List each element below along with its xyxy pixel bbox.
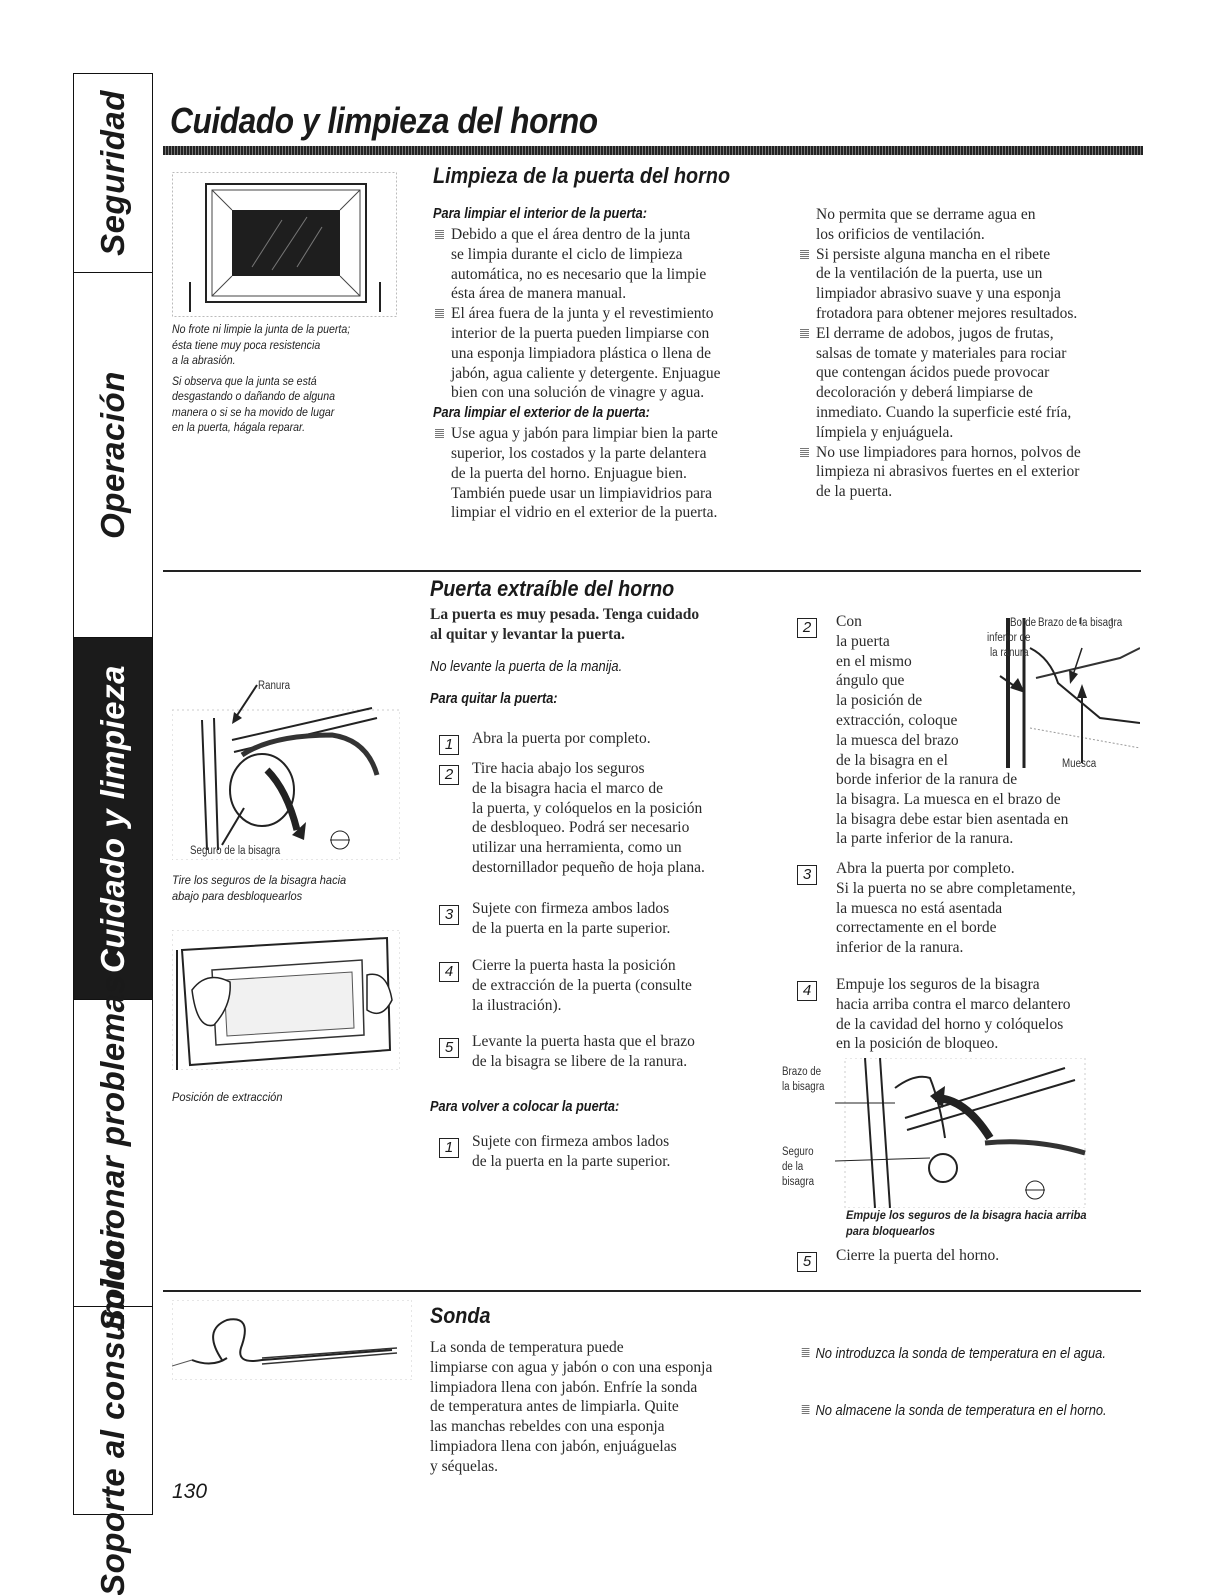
sidebar-tabs bbox=[73, 73, 153, 1595]
label-seguro-de-bisagra: Seguro de la bisagra bbox=[782, 1146, 815, 1188]
remove-step-5: Levante la puerta hasta que el brazo de la bisagra se libere de la ranura. bbox=[472, 1033, 695, 1070]
replace-step-4: Empuje los seguros de la bisagra hacia arriba contra el marco delantero de la cavidad del horno y colóquelos en la posición de bloqueo. bbox=[836, 976, 1071, 1053]
step-badge: 2 bbox=[797, 618, 817, 638]
remove-step-3: Sujete con firmeza ambos lados de la puerta en la parte superior. bbox=[472, 900, 671, 937]
right-bullet-3: No use limpiadores para hornos, polvos de limpieza ni abrasivos fuertes en el exterior de la puerta. bbox=[798, 443, 1146, 502]
page-title: Cuidado y limpieza del horno bbox=[170, 100, 598, 141]
section-divider-1 bbox=[163, 570, 1141, 572]
caption-lock: Empuje los seguros de la bisagra hacia arriba para bloquearlos bbox=[846, 1208, 1087, 1238]
label-borde-1: Borde bbox=[1010, 617, 1037, 629]
interior-bullet-1: Debido a que el área dentro de la junta se limpia durante el ciclo de limpieza automática, no es necesario que la limpie ésta área de manera manual. bbox=[433, 225, 798, 304]
remove-heading: Para quitar la puerta: bbox=[430, 690, 558, 707]
hinge-lock-illustration bbox=[835, 1058, 1095, 1208]
replace-step-2-long: borde inferior de la ranura de la bisagra. La muesca en el brazo de la bisagra debe estar bien asentada en la parte inferior de la ranura. bbox=[836, 771, 1069, 848]
right-bullet-1: Si persiste alguna mancha en el ribete de la ventilación de la puerta, use un limpiador abrasivo suave y una esponja frotadora para obtener mejores resultados. bbox=[798, 245, 1146, 324]
tab-cuidado-y-limpieza[interactable]: Cuidado y limpieza bbox=[74, 638, 152, 1000]
exterior-bullet-1: Use agua y jabón para limpiar bien la parte superior, los costados y la parte delantera de la puerta del horno. Enjuague bien. También puede usar un limpiavidrios para limpiar el vidrio en el exterior de la puerta. bbox=[433, 424, 798, 523]
replace-step-3: Abra la puerta por completo. Si la puerta no se abre completamente, la muesca no está asentada correctamente en el borde inferior de la ranura. bbox=[836, 860, 1076, 957]
probe-cleaning-text: La sonda de temperatura puede limpiarse con agua y jabón o con una esponja limpiadora llena con jabón. Enfríe la sonda de temperatura antes de limpiarla. Quite las manchas rebeldes con una esponja limpiadora llena con jabón, enjuáguelas y séquelas. bbox=[430, 1339, 713, 1475]
label-muesca: Muesca bbox=[1062, 758, 1097, 770]
replace-step-1: Sujete con firmeza ambos lados de la puerta en la parte superior. bbox=[472, 1133, 671, 1170]
label-ranura: Ranura bbox=[258, 680, 291, 692]
step-badge: 4 bbox=[439, 962, 459, 982]
replace-heading: Para volver a colocar la puerta: bbox=[430, 1098, 620, 1115]
replace-step-5: Cierre la puerta del horno. bbox=[836, 1247, 1000, 1264]
step-badge: 5 bbox=[797, 1252, 817, 1272]
vent-note: No permita que se derrame agua en los orificios de ventilación. bbox=[816, 206, 1036, 243]
door-warning: La puerta es muy pesada. Tenga cuidado al quitar y levantar la puerta. bbox=[430, 606, 700, 643]
heading-puerta-extraible: Puerta extraíble del horno bbox=[430, 576, 675, 601]
section-divider-2 bbox=[163, 1290, 1141, 1292]
remove-step-4: Cierre la puerta hasta la posición de extracción de la puerta (consulte la ilustración). bbox=[472, 957, 692, 1014]
no-handle-note: No levante la puerta de la manija. bbox=[430, 658, 623, 675]
oven-door-illustration bbox=[172, 172, 397, 317]
tab-seguridad[interactable]: Seguridad bbox=[74, 74, 152, 273]
probe-note-2: No almacene la sonda de temperatura en el horno. bbox=[800, 1400, 1225, 1422]
hinge-unlock-illustration bbox=[172, 680, 400, 860]
label-brazo-de-bisagra: Brazo de la bisagra bbox=[782, 1066, 825, 1093]
tab-solucionar-problemas[interactable]: Solucionar problemas bbox=[74, 1000, 152, 1307]
step-badge: 3 bbox=[439, 905, 459, 925]
step-badge: 2 bbox=[439, 765, 459, 785]
label-seguro-bisagra: Seguro de la bisagra bbox=[190, 845, 281, 857]
door-removal-illustration bbox=[172, 930, 400, 1070]
interior-cleaning bbox=[433, 205, 798, 523]
interior-heading: Para limpiar el interior de la puerta: bbox=[433, 205, 647, 222]
interior-bullet-2: El área fuera de la junta y el revestimiento interior de la puerta pueden limpiarse con una esponja limpiadora plástica o llena de jabón, agua caliente y detergente. Enjuague bien con una solución de vinagre y agua. bbox=[433, 304, 798, 403]
heading-sonda: Sonda bbox=[430, 1303, 491, 1328]
gasket-caption: No frote ni limpie la junta de la puerta; ésta tiene muy poca resistencia a la abrasión. Si observa que la junta se está desgastando o dañando de alguna manera o si se ha movido de lugar en la puerta, hágala reparar. bbox=[172, 324, 351, 434]
right-bullet-2: El derrame de adobos, jugos de frutas, salsas de tomate y materiales para rociar que contengan ácidos puede provocar decoloración y deberá limpiarse de inmediato. Cuando la superficie esté fría, límpiela y enjuáguela. bbox=[798, 324, 1146, 443]
page-number: 130 bbox=[172, 1480, 208, 1503]
replace-step-2-short: Con la puerta en el mismo ángulo que la posición de extracción, coloque la muesca del brazo de la bisagra en el bbox=[836, 613, 959, 769]
remove-step-1: Abra la puerta por completo. bbox=[472, 730, 651, 747]
label-borde-3: la ranura bbox=[990, 647, 1029, 659]
label-borde-2: inferior de bbox=[987, 632, 1031, 644]
step-badge: 1 bbox=[439, 735, 459, 755]
label-brazo-bisagra: Brazo de la bisagra bbox=[1038, 617, 1123, 629]
step-badge: 3 bbox=[797, 865, 817, 885]
caption-position: Posición de extracción bbox=[172, 1090, 283, 1104]
step-badge: 5 bbox=[439, 1038, 459, 1058]
title-rule bbox=[163, 146, 1143, 155]
caption-unlock: Tire los seguros de la bisagra hacia abajo para desbloquearlos bbox=[172, 873, 347, 903]
step-badge: 1 bbox=[439, 1138, 459, 1158]
probe-illustration bbox=[172, 1300, 412, 1380]
right-cleaning-notes bbox=[816, 205, 1146, 502]
hinge-slot-illustration bbox=[940, 618, 1140, 768]
heading-limpieza-puerta: Limpieza de la puerta del horno bbox=[433, 163, 731, 188]
tab-operacion[interactable]: Operación bbox=[74, 273, 152, 638]
probe-note-1: No introduzca la sonda de temperatura en el agua. bbox=[800, 1343, 1225, 1365]
exterior-heading: Para limpiar el exterior de la puerta: bbox=[433, 404, 650, 422]
step-badge: 4 bbox=[797, 981, 817, 1001]
tab-soporte-al-consumidor[interactable]: Soporte al consumidor bbox=[94, 1225, 131, 1595]
remove-step-2: Tire hacia abajo los seguros de la bisagra hacia el marco de la puerta, y colóquelos en la posición de desbloqueo. Podrá ser necesario utilizar una herramienta, como un destornillador pequeño de hoja plana. bbox=[472, 760, 705, 876]
